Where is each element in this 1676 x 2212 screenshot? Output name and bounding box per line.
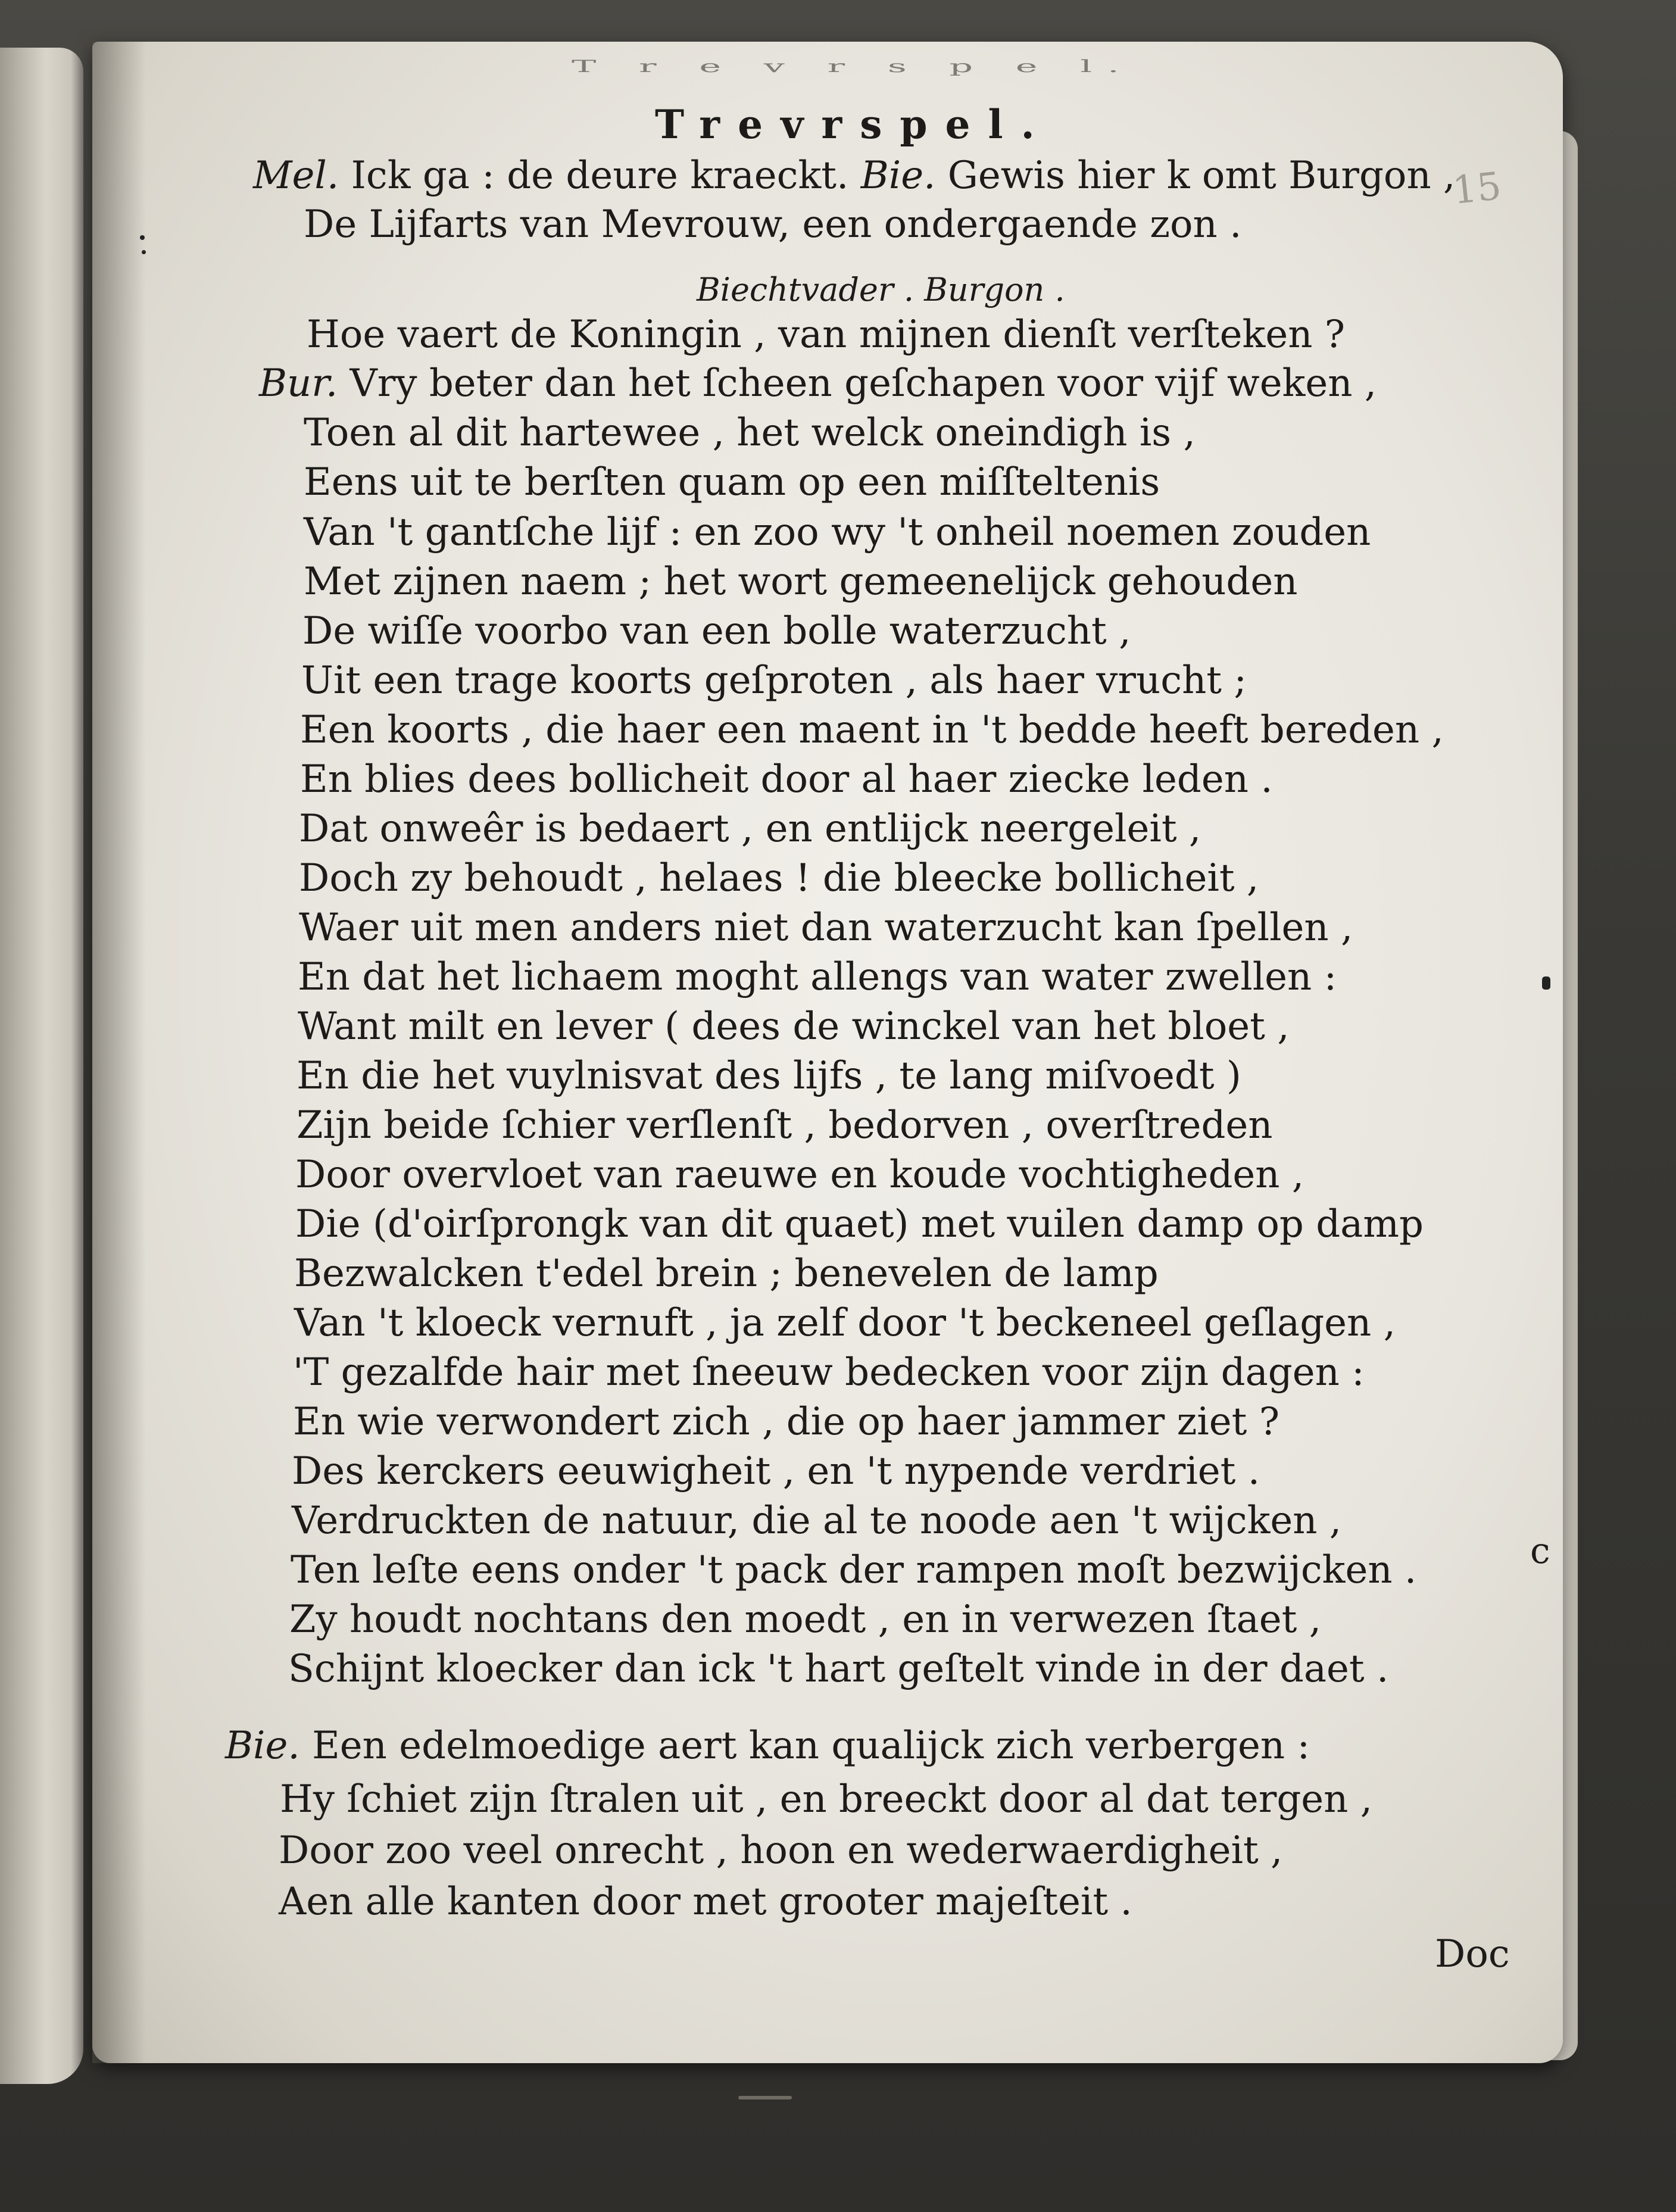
verse-text: Verdruckten de natuur, die al te noode aen 't wijcken , [292, 1499, 1342, 1543]
verse-text: Want milt en lever ( dees de winckel van het bloet , [298, 1004, 1290, 1049]
speaker-label: Bie. [860, 154, 936, 198]
verse-line [288, 1647, 1389, 1691]
verse-text: Waer uit men anders niet dan waterzucht kan ſpellen , [299, 906, 1353, 950]
verse-line [298, 1004, 1290, 1049]
verse-line [253, 154, 1456, 198]
verse-text: Een edelmoedige aert kan qualijck zich verbergen : [312, 1724, 1310, 1768]
verse-text: Uit een trage koorts geſproten , als haer vrucht ; [301, 659, 1247, 703]
verse-line [304, 411, 1196, 455]
scene-speakers: Biechtvader . Burgon . [697, 271, 1065, 308]
verse-line [292, 1499, 1342, 1543]
verse-line [295, 1153, 1304, 1197]
scene-heading [697, 271, 1065, 308]
verse-line [292, 1449, 1260, 1493]
verse-line [299, 807, 1201, 851]
verse-text: De wiſſe voorbo van een bolle waterzucht , [302, 609, 1131, 653]
ink-speck [140, 235, 145, 240]
bleed-through-running-head: T r e v r s p e l. [572, 57, 1135, 76]
verse-text: En die het vuylnisvat des lijfs , te lang miſvoedt ) [297, 1054, 1241, 1098]
verse-line [225, 1724, 1310, 1768]
speaker-label: Mel. [253, 154, 339, 198]
verse-text: En blies dees bollicheit door al haer ziecke leden . [300, 757, 1273, 801]
margin-mark: c [1530, 1530, 1550, 1572]
verse-line [298, 955, 1337, 999]
speaker-label: Bur. [259, 361, 338, 405]
verse-text: Vry beter dan het ſcheen geſchapen voor vijf weken , [349, 361, 1377, 405]
verse-line [304, 460, 1160, 504]
verse-text: Met zijnen naem ; het wort gemeenelijck gehouden [304, 560, 1298, 604]
verse-line [279, 1829, 1283, 1873]
verse-line [294, 1252, 1159, 1296]
verse-text: De Lijfarts van Mevrouw, een ondergaende zon . [304, 202, 1242, 247]
verse-line [300, 708, 1444, 752]
verse-line [289, 1598, 1322, 1642]
verse-line [291, 1548, 1417, 1592]
verse-text: Ick ga : de deure kraeckt. [351, 154, 849, 198]
verse-text: Van 't gantſche lijf : en zoo wy 't onheil noemen zouden [304, 510, 1371, 554]
ink-speck [1542, 976, 1550, 990]
verse-text: Dat onweêr is bedaert , en entlijck neergeleit , [299, 807, 1201, 851]
verse-text: Van 't kloeck vernuft , ja zelf door 't beckeneel geſlagen , [294, 1301, 1396, 1345]
verse-line [297, 1103, 1273, 1147]
verse-line [301, 659, 1247, 703]
verse-text: Schijnt kloecker dan ick 't hart geſtelt vinde in der daet . [288, 1647, 1389, 1691]
verse-text: Toen al dit hartewee , het welck oneindigh is , [304, 411, 1196, 455]
verse-text: Die (d'oirſprongk van dit quaet) met vuilen damp op damp [295, 1202, 1424, 1246]
verse-text: 'T gezalfde hair met ſneeuw bedecken voor zijn dagen : [293, 1350, 1365, 1394]
speaker-label: Bie. [225, 1724, 300, 1768]
verse-text: Zy houdt nochtans den moedt , en in verwezen ſtaet , [289, 1598, 1322, 1642]
verse-text: Doch zy behoudt , helaes ! die bleecke bollicheit , [299, 856, 1259, 900]
verse-line [304, 202, 1242, 247]
verse-line [297, 1054, 1241, 1098]
verse-line [304, 560, 1298, 604]
verse-text: En wie verwondert zich , die op haer jammer ziet ? [293, 1400, 1279, 1444]
verse-text: Hoe vaert de Koningin , van mijnen dienſt verſteken ? [307, 313, 1346, 357]
verse-text: Aen alle kanten door met grooter majeſteit . [279, 1880, 1132, 1924]
verse-line [295, 1202, 1424, 1246]
verse-line [259, 361, 1377, 405]
folio-pencil-mark: 15 [1450, 164, 1504, 214]
verse-line [293, 1350, 1365, 1394]
verse-line [299, 856, 1259, 900]
gutter-shadow [92, 42, 146, 2063]
verse-text: Des kerckers eeuwigheit , en 't nypende verdriet . [292, 1449, 1260, 1493]
page-foot-smudge [738, 2096, 792, 2099]
catchword: Doc [1435, 1932, 1510, 1976]
verse-text: Zijn beide ſchier verſlenſt , bedorven , overſtreden [297, 1103, 1273, 1147]
running-head: Trevrspel. [655, 101, 1053, 148]
verse-text: Hy ſchiet zijn ſtralen uit , en breeckt door al dat tergen , [280, 1777, 1373, 1821]
ink-speck [142, 250, 146, 254]
verse-line [280, 1777, 1373, 1821]
verse-text: Gewis hier k omt Burgon , [947, 154, 1456, 198]
verse-text: Ten leſte eens onder 't pack der rampen moſt bezwijcken . [291, 1548, 1417, 1592]
verse-text: Bezwalcken t'edel brein ; benevelen de lamp [294, 1252, 1159, 1296]
verse-line [294, 1301, 1396, 1345]
verse-line [302, 609, 1131, 653]
verse-line [307, 313, 1346, 357]
verse-line [279, 1880, 1132, 1924]
facing-page-edge [0, 48, 83, 2084]
verse-text: Eens uit te berſten quam op een miſſteltenis [304, 460, 1160, 504]
verse-line [299, 906, 1353, 950]
verse-line [300, 757, 1273, 801]
verse-text: En dat het lichaem moght allengs van water zwellen : [298, 955, 1337, 999]
verse-text: Door overvloet van raeuwe en koude vochtigheden , [295, 1153, 1304, 1197]
verse-line [304, 510, 1371, 554]
verse-line [293, 1400, 1279, 1444]
verse-text: Door zoo veel onrecht , hoon en wederwaerdigheit , [279, 1829, 1283, 1873]
verse-text: Een koorts , die haer een maent in 't bedde heeft bereden , [300, 708, 1444, 752]
